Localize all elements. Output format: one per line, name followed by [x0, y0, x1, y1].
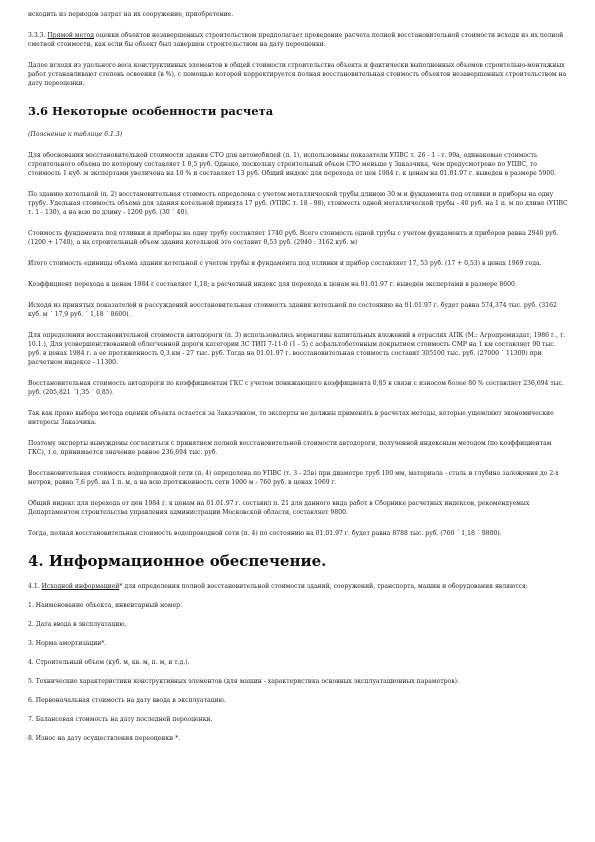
list-item: 7. Балансовая стоимость на дату последней переоценки.: [28, 716, 213, 723]
section-heading-3-6: 3.6 Некоторые особенности расчета: [28, 104, 274, 118]
paragraph: Восстановительная стоимость водопроводной сети (п. 4) определена по УПВС (т. 3 - 25в) при диаметре труб 100 мм, материала - сталь и глубине заложения до 2-х метров, равна 7,6 руб. на 1 п. м, а на всю протяженность сети 1000 м - 760 руб. в ценах 1969 г.: [28, 470, 559, 486]
paragraph: Тогда, полная восстановительная стоимость водопроводной сети (п. 4) по состоянию на 01.01.97 г. будет равна 8788 тыс. руб. (760 ´ 1,18 ´ 9800).: [28, 530, 502, 537]
paragraph: Итого стоимость единицы объема здания котельной с учетом трубы и фундамента под отливки и прибор составляет 17, 53 руб. (17 + 0,53) в ценах 1969 года.: [28, 260, 542, 267]
list-item: 6. Первоначальная стоимость на дату ввода в эксплуатацию.: [28, 697, 226, 704]
list-item: 3. Норма амортизации*.: [28, 640, 107, 647]
paragraph: Общий индекс для перехода от цен 1984 г. к ценам на 01.01.97 г. составил п. 21 для данного вида работ в Сборнике расчетных индексов, рекомендуемых Департаментом строительства управления администрации Московской области, составляет 9800.: [28, 500, 530, 516]
paragraph: Восстановительная стоимость автодороги по коэффициентам ГКС с учетом понижающего коэффициента 0,85 в связи с износом более 80 % составляет 236,694 тыс. руб. (205,821 ´1,35 ´ 0,85).: [28, 380, 564, 396]
list-item: 5. Технические характеристики конструктивных элементов (для машин - характеристика основных эксплуатационных параметров).: [28, 678, 459, 685]
info-list: [28, 601, 568, 743]
paragraph-lead: Прямой метод: [47, 32, 94, 39]
list-item: 8. Износ на дату осуществления переоценки *.: [28, 735, 181, 742]
paragraph: Поэтому эксперты вынуждены согласиться с принятием полной восстановительной стоимости автодороги, полученной индексным методом (по коэффициентам ГКС), т.е. принимается значение равное 236,694 тыс. руб.: [28, 440, 552, 456]
paragraph-rest: * для определения полной восстановительной стоимости зданий, сооружений, транспорта, машин и оборудования являются:: [119, 583, 528, 590]
section-heading-4: 4. Информационное обеспечение.: [28, 552, 327, 570]
paragraph-rest: оценки объектов незавершенных строительством предполагает проведение расчета полной восстановительной стоимости исходя из их полной сметной стоимости, как если бы объект был завершен строительством на дату переоценки.: [28, 32, 564, 48]
list-item: 2. Дата ввода в эксплуатацию.: [28, 621, 127, 628]
paragraph-number: 4.1.: [28, 583, 40, 590]
paragraph: Так как право выбора метода оценки объекта остается за Заказчиком, то эксперты не должны применять в расчетах методы, которые ущемляют экономические интересы Заказчика.: [28, 410, 554, 426]
paragraph: Для обоснования восстановительной стоимости здания СТО для автомобилей (п. 1), использованы показатели УПВС т. 26 - 1 - т. 99а, одинаковые стоимость строительного объема по которому составляет 1 0,5 руб. Однако, поскольку строительный объем СТО меньше у Заказчика, чем предусмотрено по УПВС, то стоимость 1 куб. м экспертами увеличена на 10 % и составляет 13 руб. Общий индекс для перехода от цен 1984 г. к ценам на 01.01.97 г. выведен в размере 5900.: [28, 152, 557, 177]
paragraph: Исходя из принятых показателей и рассуждений восстановительная стоимость здания котельной по состоянию на 01.01.97 г. будет равна 574,374 тыс. руб. (3162 куб. м ´ 17,9 руб. ´ 1,18 ´ 8600).: [28, 302, 557, 318]
top-line: исходить из периодов затрат на их сооружение, приобретение.: [28, 11, 234, 18]
list-item: 1. Наименование объекта, инвентарный номер.: [28, 602, 183, 609]
table-note: (Пояснение к таблице 6.1.3): [28, 131, 123, 138]
paragraph-lead: Исходной информацией: [41, 583, 120, 590]
paragraph: По зданию котельной (п. 2) восстановительная стоимость определена с учетом металлической трубы длиною 30 м и фундамента под отливки и приборы на одну трубу. Удельная стоимость объема для здания котельной принята 17 руб. (УПВС т. 18 - 98), стоимость одной металлической трубы - 40 руб. на 1 п. м по длине (УПВС т. 1 - 130), а на всю по длину - 1200 руб. (30 ´ 40).: [28, 191, 568, 216]
document-page: [28, 10, 568, 743]
paragraph: Стоимость фундамента под отливки и приборы на одну трубу составляет 1740 руб. Всего стоимость одной трубы с учетом фундамента и приборов равна 2940 руб. (1200 + 1740), а на строительный объем здания котельной это составит 0,53 руб. (2940 : 3162 куб. м): [28, 230, 559, 246]
paragraph: Для определения восстановительной стоимости автодороги (п. 3) использовались нормативы капитальных вложений в отраслях АПК (М.: Агропромиздат, 1986 г., т. 10.1.), Для усовершенствованной облегченной дороги категории 3С ТИП 7-11-0 (1 - 5) с асфальтобетонным покрытием стоимость СМР на 1 км составляет 90 тыс. руб. в ценах 1984 г. а ее протяженность 0,3 км - 27 тыс. руб. Тогда на 01.01.97 г. восстановительная стоимость составит 305100 тыс. руб. (27000 ´ 11300) при расчетном индексе - 11300.: [28, 332, 566, 366]
paragraph: Далее исходя из удельного веса конструктивных элементов в общей стоимости строительства объекта и фактически выполненных объемов строительно-монтажных работ устанавливают степень освоения (в %), с помощью которой корректируется полная восстановительная стоимость объектов незавершенных строительством на дату переоценки.: [28, 62, 567, 87]
list-item: 4. Строительный объем (куб. м, кв. м, п. м, и т.д.).: [28, 659, 190, 666]
paragraph: Коэффициент перехода к ценам 1984 г составляет 1,18; а расчетный индекс для перехода к ценам на 01.01.97 г. выведен экспертами в размере 8600.: [28, 281, 517, 288]
paragraph-3-3-3: [28, 31, 568, 49]
paragraph-number: 3.3.3.: [28, 32, 46, 39]
paragraph-4-1: [28, 582, 568, 591]
